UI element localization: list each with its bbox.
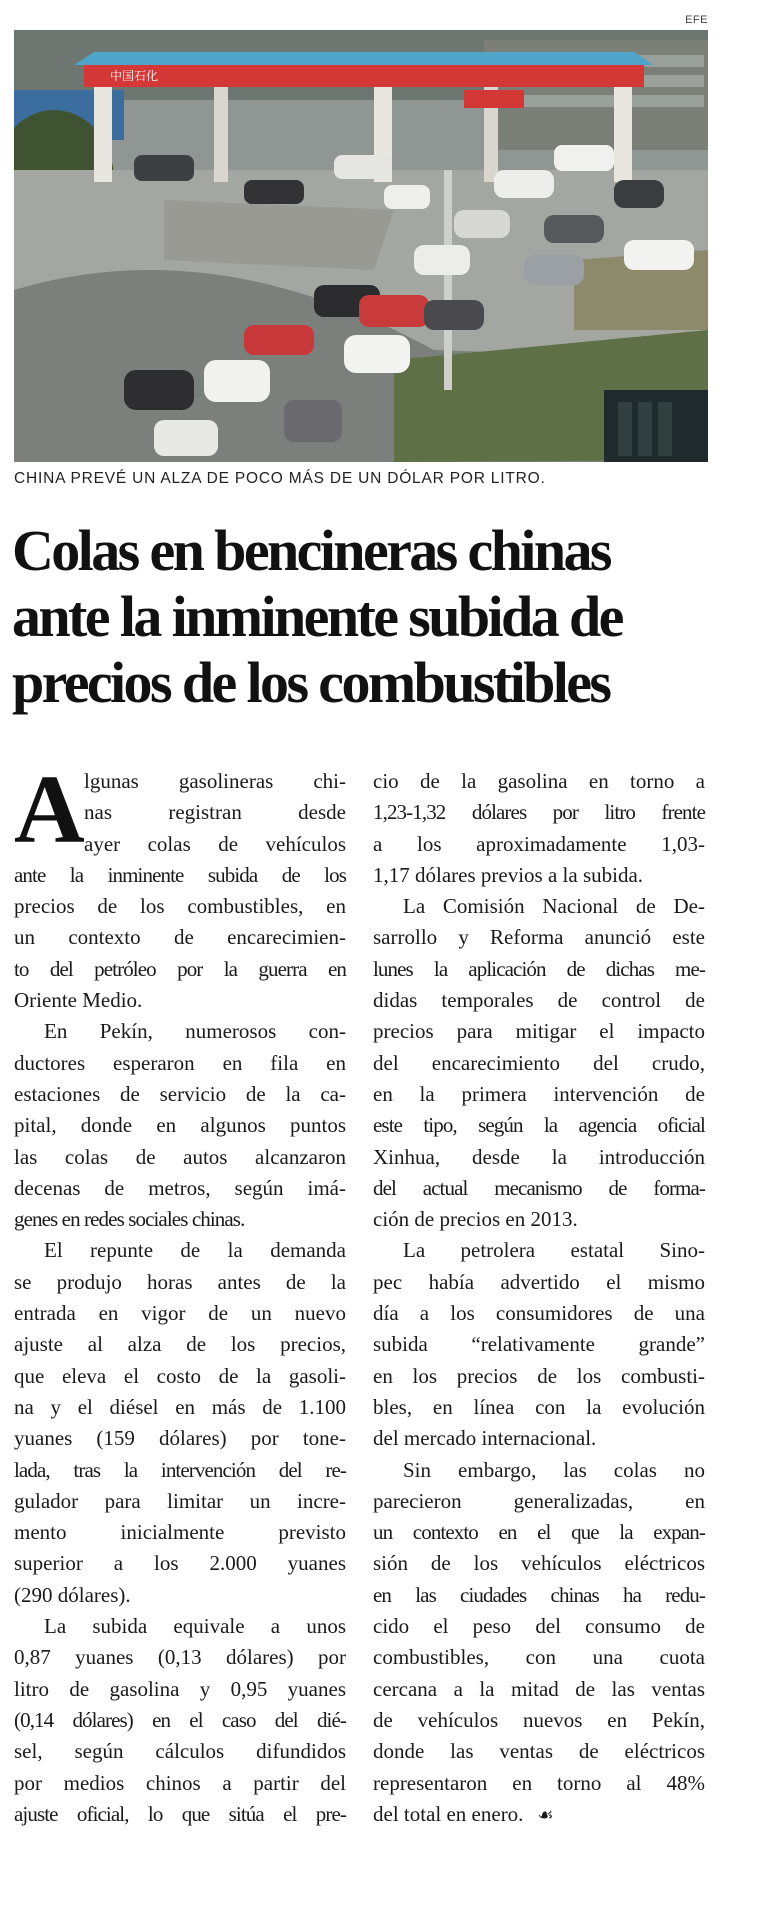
- text-line: lada, tras la intervención del re-: [14, 1457, 346, 1482]
- text-line: por medios chinos a partir del: [14, 1770, 346, 1795]
- text-line: 0,87 yuanes (0,13 dólares) por: [14, 1645, 346, 1670]
- text-line: Sin embargo, las colas no: [403, 1457, 705, 1482]
- text-line: ción de precios en 2013.: [373, 1207, 578, 1232]
- text-line: a los aproximadamente 1,03-: [373, 831, 705, 856]
- text-line: parecieron generalizadas, en: [373, 1488, 705, 1513]
- text-line: las colas de autos alcanzaron: [14, 1144, 346, 1169]
- text-line: donde las ventas de eléctricos: [373, 1739, 705, 1764]
- text-line: didas temporales de control de: [373, 988, 705, 1013]
- text-line: pital, donde en algunos puntos: [14, 1113, 346, 1138]
- text-line: (290 dólares).: [14, 1582, 131, 1607]
- text-line: lunes la aplicación de dichas me-: [373, 956, 705, 981]
- text-line: ajuste al alza de los precios,: [14, 1332, 346, 1357]
- text-line: (0,14 dólares) en el caso del dié-: [14, 1707, 346, 1732]
- text-line: En Pekín, numerosos con-: [44, 1019, 346, 1044]
- text-line: La petrolera estatal Sino-: [403, 1238, 705, 1263]
- text-line: mento inicialmente previsto: [14, 1520, 346, 1545]
- text-line: decenas de metros, según imá-: [14, 1175, 346, 1200]
- text-line: día a los consumidores de una: [373, 1301, 705, 1326]
- text-line: subida “relativamente grande”: [373, 1332, 705, 1357]
- station-sign-text: 中国石化: [110, 69, 159, 83]
- headline-line: precios de los combustibles: [12, 650, 610, 715]
- text-line: genes en redes sociales chinas.: [14, 1207, 245, 1232]
- text-line: El repunte de la demanda: [44, 1238, 346, 1263]
- photo-caption: CHINA PREVÉ UN ALZA DE POCO MÁS DE UN DÓLAR POR LITRO.: [14, 470, 546, 487]
- text-line: Oriente Medio.: [14, 988, 143, 1013]
- text-line: sión de los vehículos eléctricos: [373, 1551, 705, 1576]
- article-column-right: [373, 766, 705, 1831]
- text-line: gulador para limitar un incre-: [14, 1488, 346, 1513]
- text-line: cido el peso del consumo de: [373, 1614, 705, 1639]
- drop-cap: A: [14, 756, 85, 864]
- text-line: este tipo, según la agencia oficial: [373, 1113, 705, 1138]
- text-line: de vehículos nuevos en Pekín,: [373, 1707, 705, 1732]
- text-line: to del petróleo por la guerra en: [14, 956, 346, 981]
- text-line: combustibles, con una cuota: [373, 1645, 705, 1670]
- article-column-left: [14, 756, 346, 1830]
- gas-station-queue-photo: [14, 30, 708, 462]
- text-line: se produjo horas antes de la: [14, 1269, 346, 1294]
- text-line: ante la inminente subida de los: [14, 862, 346, 887]
- text-line: que eleva el costo de la gasoli-: [14, 1363, 346, 1388]
- text-line: 1,17 dólares previos a la subida.: [373, 862, 644, 887]
- text-line: entrada en vigor de un nuevo: [14, 1301, 346, 1326]
- headline-line: Colas en bencineras chinas: [12, 518, 610, 583]
- text-line: precios para mitigar el impacto: [373, 1019, 705, 1044]
- text-line: lgunas gasolineras chi-: [84, 769, 346, 793]
- text-line: superior a los 2.000 yuanes: [14, 1551, 346, 1576]
- text-line: en los precios de los combusti-: [373, 1363, 705, 1388]
- news-photo: [14, 14, 708, 462]
- text-line-content: del total en enero.: [373, 1801, 524, 1826]
- text-line: ductores esperaron en fila en: [14, 1050, 346, 1075]
- text-line: yuanes (159 dólares) por tone-: [14, 1426, 346, 1451]
- text-line: precios de los combustibles, en: [14, 894, 346, 919]
- text-line: nas registran desde: [84, 800, 346, 825]
- text-line: representaron en torno al 48%: [373, 1770, 705, 1795]
- text-line: un contexto en el que la expan-: [373, 1520, 705, 1545]
- text-line: La subida equivale a unos: [44, 1614, 346, 1639]
- text-line: cio de la gasolina en torno a: [373, 769, 705, 793]
- text-line: sel, según cálculos difundidos: [14, 1739, 346, 1764]
- text-line: Xinhua, desde la introducción: [373, 1144, 705, 1169]
- text-line: na y el diésel en más de 1.100: [14, 1394, 346, 1419]
- headline-line: ante la inminente subida de: [12, 584, 622, 649]
- text-line: [373, 1799, 705, 1831]
- text-line: ajuste oficial, lo que sitúa el pre-: [14, 1801, 346, 1826]
- paragraph: [373, 1455, 705, 1832]
- text-line: La Comisión Nacional de De-: [403, 894, 705, 919]
- text-line: un contexto de encarecimien-: [14, 925, 346, 950]
- text-line: del mercado internacional.: [373, 1426, 597, 1451]
- text-line: bles, en línea con la evolución: [373, 1394, 705, 1419]
- paragraph: [373, 891, 705, 1235]
- text-line: pec había advertido el mismo: [373, 1269, 705, 1294]
- text-line: del actual mecanismo de forma-: [373, 1175, 705, 1200]
- text-line: en las ciudades chinas ha redu-: [373, 1582, 705, 1607]
- text-line: del encarecimiento del crudo,: [373, 1050, 705, 1075]
- headline: [12, 518, 712, 716]
- photo-credit: EFE: [685, 14, 708, 26]
- paragraph: [373, 1235, 705, 1454]
- text-line: 1,23-1,32 dólares por litro frente: [373, 800, 705, 825]
- paragraph: [14, 1611, 346, 1830]
- paragraph: [373, 766, 705, 891]
- text-line: sarrollo y Reforma anunció este: [373, 925, 705, 950]
- text-line: estaciones de servicio de la ca-: [14, 1081, 346, 1106]
- paragraph: [14, 1016, 346, 1235]
- text-line: cercana a la mitad de las ventas: [373, 1676, 705, 1701]
- text-line: en la primera intervención de: [373, 1081, 705, 1106]
- text-line: ayer colas de vehículos: [84, 831, 346, 856]
- end-of-article-icon: ☙: [537, 1804, 554, 1826]
- text-line: litro de gasolina y 0,95 yuanes: [14, 1676, 346, 1701]
- paragraph: [14, 1235, 346, 1611]
